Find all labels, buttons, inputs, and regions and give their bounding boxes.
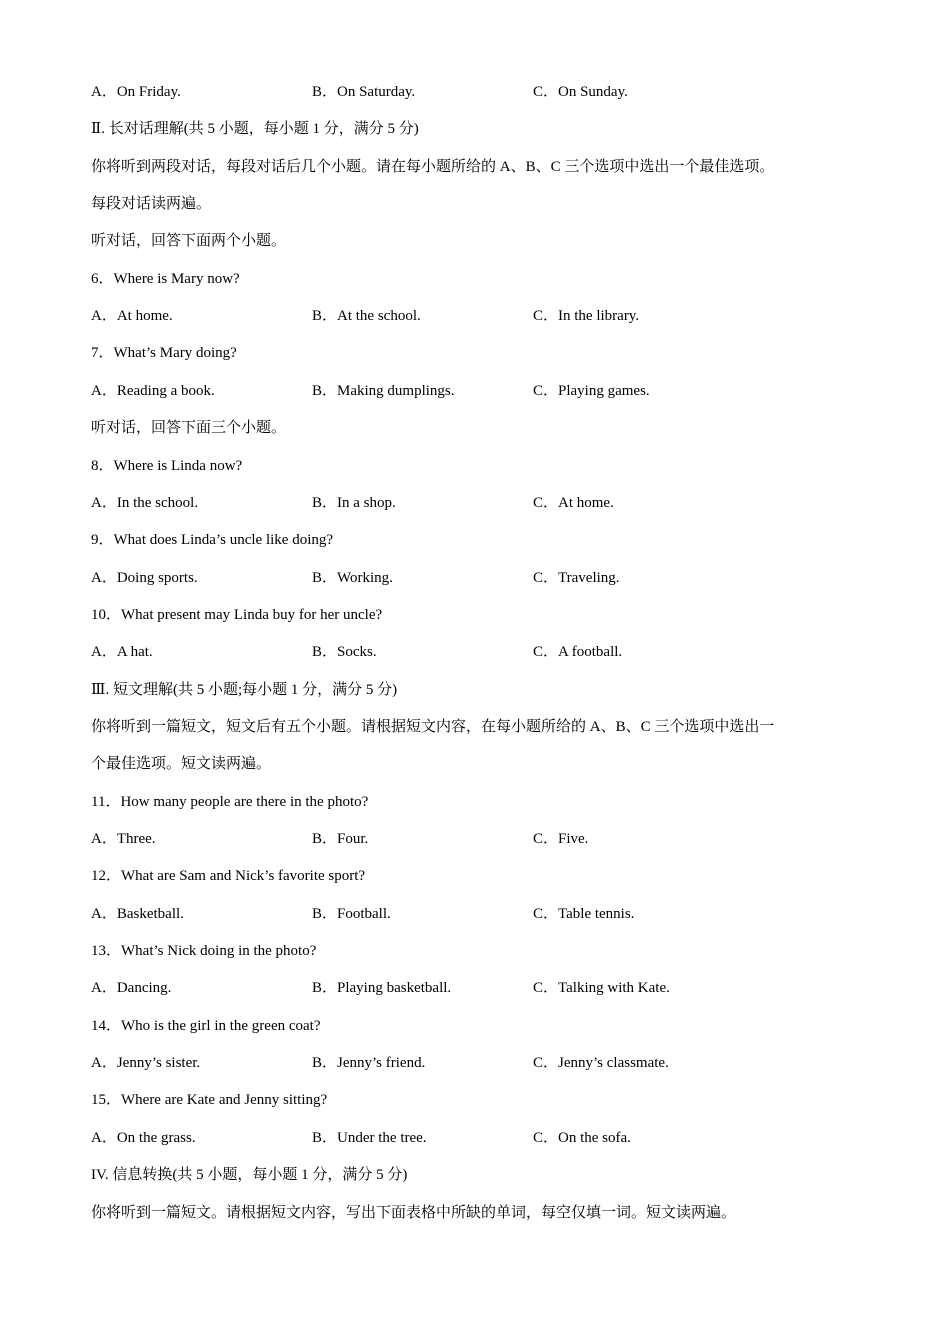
text-line: Ⅲ. 短文理解(共 5 小题;每小题 1 分，满分 5 分) bbox=[91, 682, 398, 698]
option-b: B．Football. bbox=[312, 906, 391, 922]
text-line: 15．Where are Kate and Jenny sitting? bbox=[91, 1092, 328, 1108]
answer-options bbox=[0, 82, 780, 102]
option-c: C．Five. bbox=[533, 831, 589, 847]
text-line: 听对话，回答下面三个小题。 bbox=[91, 420, 287, 436]
text-line: 8．Where is Linda now? bbox=[91, 458, 243, 474]
option-a: A．Dancing. bbox=[91, 980, 172, 996]
option-c: C．On Sunday. bbox=[533, 84, 628, 100]
option-a: A．Reading a book. bbox=[91, 383, 215, 399]
option-a: A．Three. bbox=[91, 831, 156, 847]
text-line: 你将听到一篇短文。请根据短文内容，写出下面表格中所缺的单词，每空仅填一词。短文读两遍。 bbox=[91, 1205, 737, 1221]
option-a: A．In the school. bbox=[91, 495, 199, 511]
option-a: A．On Friday. bbox=[91, 84, 181, 100]
answer-options bbox=[0, 904, 780, 924]
text-line: 10．What present may Linda buy for her uncle? bbox=[91, 607, 383, 623]
text-line: 你将听到两段对话，每段对话后几个小题。请在每小题所给的 A、B、C 三个选项中选出一个最佳选项。 bbox=[91, 159, 775, 175]
option-b: B．Socks. bbox=[312, 644, 377, 660]
text-line: 6．Where is Mary now? bbox=[91, 271, 240, 287]
text-line: 个最佳选项。短文读两遍。 bbox=[91, 756, 272, 772]
answer-options bbox=[0, 1053, 780, 1073]
option-c: C．In the library. bbox=[533, 308, 640, 324]
option-b: B．On Saturday. bbox=[312, 84, 416, 100]
option-a: A．On the grass. bbox=[91, 1130, 196, 1146]
option-c: C．Jenny’s classmate. bbox=[533, 1055, 669, 1071]
answer-options bbox=[0, 381, 780, 401]
text-line: 听对话，回答下面两个小题。 bbox=[91, 233, 287, 249]
option-c: C．At home. bbox=[533, 495, 614, 511]
text-line: IV. 信息转换(共 5 小题，每小题 1 分，满分 5 分) bbox=[91, 1167, 408, 1183]
option-a: A．Basketball. bbox=[91, 906, 184, 922]
answer-options bbox=[0, 1128, 780, 1148]
option-c: C．A football. bbox=[533, 644, 623, 660]
option-b: B．Making dumplings. bbox=[312, 383, 455, 399]
answer-options bbox=[0, 306, 780, 326]
text-line: 14．Who is the girl in the green coat? bbox=[91, 1018, 321, 1034]
text-line: 每段对话读两遍。 bbox=[91, 196, 212, 212]
text-line: Ⅱ. 长对话理解(共 5 小题，每小题 1 分，满分 5 分) bbox=[91, 121, 419, 137]
answer-options bbox=[0, 493, 780, 513]
option-c: C．Table tennis. bbox=[533, 906, 635, 922]
option-b: B．Under the tree. bbox=[312, 1130, 427, 1146]
option-a: A．Doing sports. bbox=[91, 570, 198, 586]
option-c: C．Talking with Kate. bbox=[533, 980, 670, 996]
answer-options bbox=[0, 978, 780, 998]
text-line: 11．How many people are there in the photo? bbox=[91, 794, 369, 810]
option-c: C．Playing games. bbox=[533, 383, 650, 399]
option-a: A．Jenny’s sister. bbox=[91, 1055, 201, 1071]
option-b: B．Four. bbox=[312, 831, 369, 847]
answer-options bbox=[0, 642, 780, 662]
option-b: B．Working. bbox=[312, 570, 393, 586]
text-line: 9．What does Linda’s uncle like doing? bbox=[91, 532, 334, 548]
option-b: B．At the school. bbox=[312, 308, 421, 324]
option-c: C．On the sofa. bbox=[533, 1130, 631, 1146]
option-a: A．At home. bbox=[91, 308, 173, 324]
option-b: B．In a shop. bbox=[312, 495, 396, 511]
text-line: 你将听到一篇短文，短文后有五个小题。请根据短文内容，在每小题所给的 A、B、C 三个选项中选出一 bbox=[91, 719, 775, 735]
answer-options bbox=[0, 829, 780, 849]
option-b: B．Playing basketball. bbox=[312, 980, 452, 996]
option-a: A．A hat. bbox=[91, 644, 153, 660]
text-line: 13．What’s Nick doing in the photo? bbox=[91, 943, 317, 959]
text-line: 12．What are Sam and Nick’s favorite sport? bbox=[91, 868, 366, 884]
answer-options bbox=[0, 568, 780, 588]
option-b: B．Jenny’s friend. bbox=[312, 1055, 426, 1071]
text-line: 7．What’s Mary doing? bbox=[91, 345, 237, 361]
option-c: C．Traveling. bbox=[533, 570, 620, 586]
